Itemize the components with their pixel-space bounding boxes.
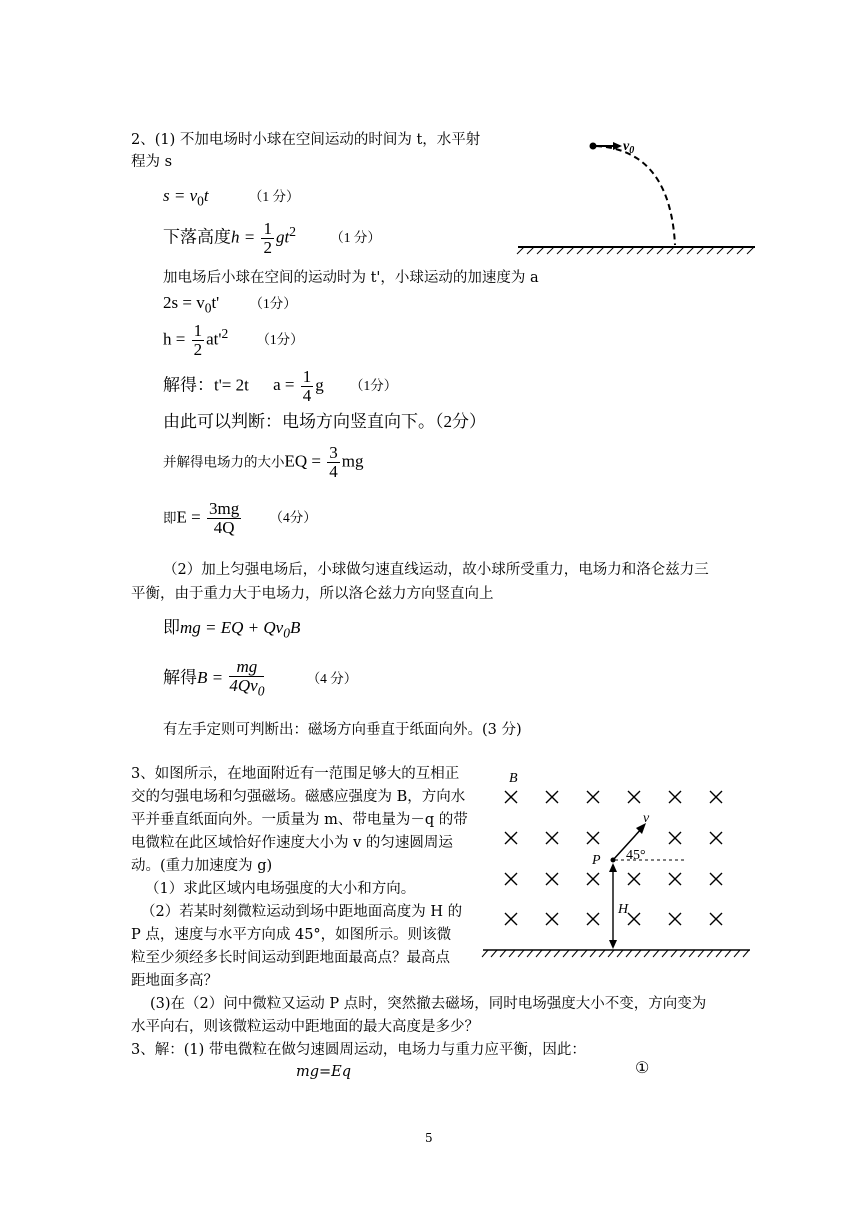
- p2-eq-force: 并解得电场力的大小EQ = $\frac{3}{4}$ mg: [163, 443, 364, 481]
- p3-q2-line2: P 点，速度与水平方向成 45°，如图所示。则该微: [131, 927, 452, 943]
- svg-text:P: P: [592, 853, 601, 868]
- p3-line3: 平并垂直纸面向外。一质量为 m、带电量为－q 的带: [131, 812, 468, 828]
- p2-eq-E: 即E = $\frac{3mg}{4Q}$ （4分）: [163, 499, 317, 537]
- p2-solve: 解得：t'= 2t a = $\frac{1}{4}$ g （1分）: [163, 367, 398, 405]
- p2-eq2: 下落高度h = $\frac{1}{2}$ $gt^2$ （1 分）: [163, 219, 381, 257]
- p3-q1: （1）求此区域内电场强度的大小和方向。: [145, 881, 416, 897]
- svg-text:v0: $v_0$: [623, 139, 635, 156]
- p3-q2-line4: 距地面多高？: [131, 973, 218, 989]
- p3-solution-eq-number: ①: [635, 1058, 650, 1077]
- p2-intro-line2: 程为 s: [131, 154, 173, 170]
- p3-q3-line1: (3)在（2）问中微粒又运动 P 点时，突然撤去磁场，同时电场强度大小不变，方向变为: [150, 996, 707, 1012]
- p3-line1: 3、如图所示，在地面附近有一范围足够大的互相正: [131, 766, 460, 782]
- p3-solution-eq: mg=Eq: [296, 1064, 352, 1080]
- p2-intro-line1: 2、(1) 不加电场时小球在空间运动的时间为 t，水平射: [131, 132, 481, 148]
- p2-conclusion: 有左手定则可判断出：磁场方向垂直于纸面向外。(3 分): [163, 722, 522, 738]
- p3-q2-line3: 粒至少须经多长时间运动到距地面最高点？最高点: [131, 950, 450, 966]
- p2-eq-B2: 解得B = $\frac{mg}{4Qv_0}$ （4 分）: [163, 657, 358, 699]
- p3-solution-line: 3、解：(1) 带电微粒在做匀速圆周运动，电场力与重力应平衡，因此：: [131, 1042, 586, 1058]
- field-label-B: B: [509, 771, 518, 786]
- p3-field-figure: [478, 766, 753, 966]
- p2-eq3: $2s = v_0t'$ （1分）: [163, 293, 297, 316]
- p2-eq-B1: 即mg = EQ + $Qv_0B$: [163, 618, 301, 641]
- p2-eq4: h = $\frac{1}{2}$ $at'^2$ （1分）: [163, 321, 304, 359]
- p2-field-line: 加电场后小球在空间的运动时为 t'，小球运动的加速度为 a: [163, 270, 539, 286]
- ball-icon: [590, 143, 597, 150]
- p3-q3-line2: 水平向右，则该微粒运动中距地面的最大高度是多少？: [131, 1019, 479, 1035]
- svg-text:H: H: [618, 902, 629, 917]
- p2-part2-line1: （2）加上匀强电场后，小球做匀速直线运动，故小球所受重力，电场力和洛仑兹力三: [163, 562, 709, 578]
- p3-line2: 交的匀强电场和匀强磁场。磁感应强度为 B，方向水: [131, 789, 466, 805]
- p3-q2-line1: （2）若某时刻微粒运动到场中距地面高度为 H 的: [141, 904, 463, 920]
- page-number: 5: [425, 1131, 433, 1145]
- svg-text:45°: 45°: [626, 848, 646, 863]
- p3-line4: 电微粒在此区域恰好作速度大小为 v 的匀速圆周运: [131, 835, 453, 851]
- p2-eq1: $s = v_0t$ （1 分）: [163, 186, 300, 209]
- p2-part2-line2: 平衡，由于重力大于电场力，所以洛仑兹力方向竖直向上: [131, 586, 494, 602]
- p3-line5: 动。(重力加速度为 g): [131, 858, 273, 874]
- svg-text:v: v: [643, 811, 650, 826]
- p2-judge-line: 由此可以判断：电场方向竖直向下。（2分）: [163, 412, 486, 431]
- p2-trajectory-figure: [510, 130, 770, 260]
